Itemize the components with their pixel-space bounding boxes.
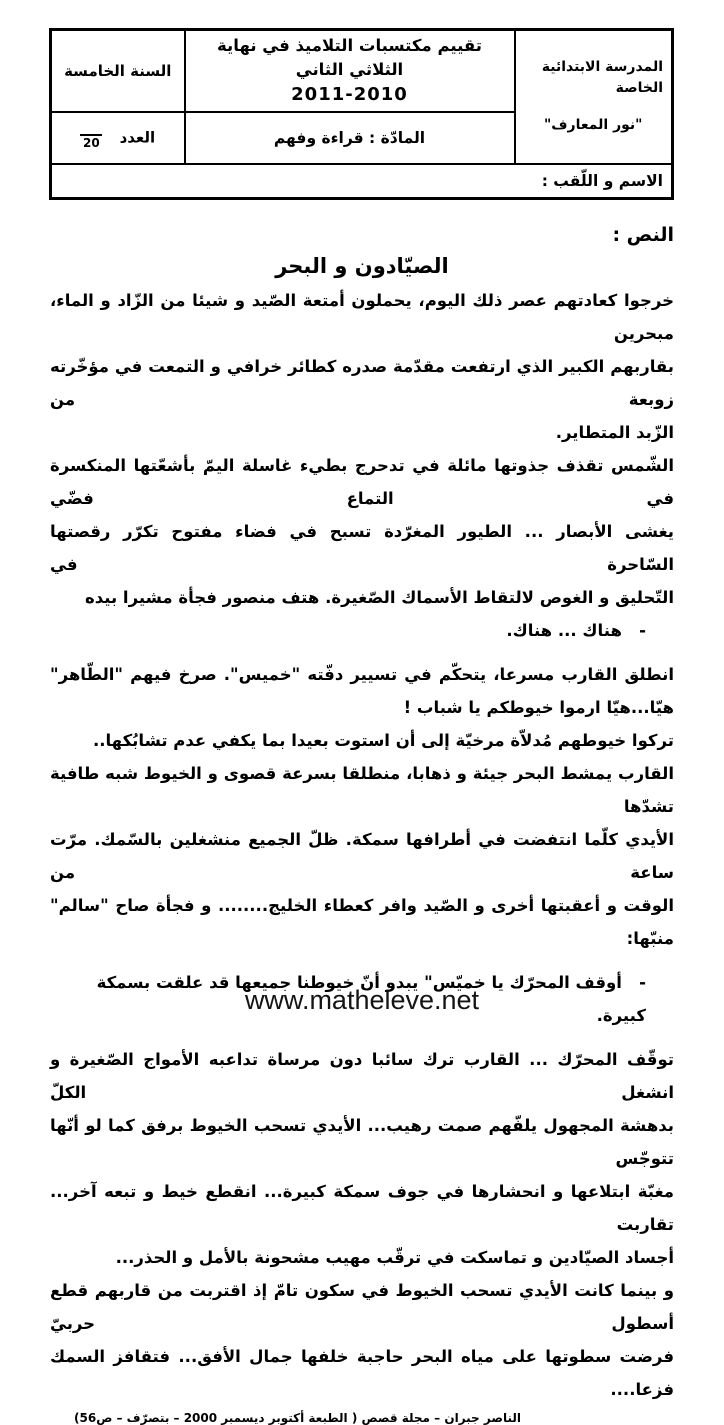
- text-paragraph: [50, 724, 674, 757]
- text-paragraph: [50, 658, 674, 724]
- text-line: بقاربهم الكبير الذي ارتفعت مقدّمة صدره كطائر خرافي و التمعت في مؤخّرته زوبعة من: [50, 356, 674, 409]
- text-line: الوقت و أعقبتها أخرى و الصّيد وافر كعطاء الخليج........ و فجأة صاح "سالم" منبّها:: [50, 895, 674, 948]
- text-paragraph: [50, 1274, 674, 1406]
- text-line: أجساد الصيّادين و تماسكت في ترقّب مهيب مشحونة بالأمل و الحذر...: [115, 1247, 674, 1267]
- text-line: و بينما كانت الأيدي تسحب الخيوط في سكون تامّ إذ اقتربت من قاربهم قطع أسطول حربيّ: [50, 1280, 674, 1333]
- text-line: التّحليق و الغوص لالتقاط الأسماك الصّغيرة. هتف منصور فجأة مشيرا بيده: [84, 587, 674, 607]
- grade-cell: السنة الخامسة: [51, 30, 185, 112]
- school-year: 2011-2010: [291, 83, 408, 105]
- subject-cell: المادّة : قراءة وفهم: [185, 112, 515, 164]
- text-line: انطلق القارب مسرعا، يتحكّم في تسيير دفّته "خميس". صرخ فيهم "الطّاهر": [50, 664, 674, 684]
- text-line: مغبّة ابتلاعها و انحشارها في جوف سمكة كبيرة... انقطع خيط و تبعه آخر... تقاربت: [50, 1181, 674, 1234]
- score-label: العدد: [119, 128, 156, 147]
- score-total: 20: [82, 135, 100, 150]
- text-line: بدهشة المجهول يلفّهم صمت رهيب... الأيدي تسحب الخيوط برفق كما لو أنّها تتوجّس: [50, 1115, 674, 1168]
- header-table: [49, 28, 674, 200]
- text-title: الصيّادون و البحر: [275, 253, 449, 278]
- section-label: النص :: [612, 223, 674, 246]
- text-line: هيّا...هيّا ارموا خيوطكم يا شباب !: [403, 697, 674, 717]
- school-name-cell: [515, 30, 673, 164]
- dialogue-line: - أوقف المحرّك يا خميّس" يبدو أنّ خيوطنا جميعها قد علقت بسمكة كبيرة.: [96, 972, 646, 1025]
- score-fraction: [80, 125, 102, 151]
- exam-title-cell: [185, 30, 515, 112]
- text-paragraph: [50, 757, 674, 955]
- text-line: الزّبد المتطاير.: [555, 422, 674, 442]
- attribution: الناصر جبران – مجلة قصص ( الطبعة أكتوبر ديسمبر 2000 – بتصرّف – ص56): [74, 1410, 521, 1425]
- school-name-line1: المدرسة الابتدائية الخاصة: [541, 59, 663, 97]
- score-cell: [51, 112, 185, 164]
- text-paragraph: [50, 1043, 674, 1274]
- name-label: الاسم و اللّقب :: [541, 171, 663, 190]
- score-blank-line: [80, 125, 102, 136]
- text-line: الشّمس تقذف جذوتها مائلة في تدحرج بطيء غاسلة اليمّ بأشعّتها المنكسرة في التماع فضّي: [50, 455, 674, 508]
- text-line: القارب يمشط البحر جيئة و ذهابا، منطلقا بسرعة قصوى و الخيوط شبه طافية تشدّها: [50, 763, 674, 816]
- text-paragraph: [50, 284, 674, 449]
- school-name-line2: "نور المعارف": [544, 117, 643, 134]
- text-line: فرضت سطوتها على مياه البحر حاجبة خلفها جمال الأفق... فتقافز السمك فزعا....: [50, 1346, 674, 1399]
- text-line: يغشى الأبصار ... الطيور المغرّدة تسبح في فضاء مفتوح تكرّر رقصتها السّاحرة في: [50, 521, 674, 574]
- dialogue-line: - هناك ... هناك.: [506, 620, 646, 640]
- text-line: تركوا خيوطهم مُدلاّة مرخيّة إلى أن استوت بعيدا بما يكفي عدم تشابُكها..: [92, 730, 674, 750]
- text-line: الأيدي كلّما انتفضت في أطرافها سمكة. ظلّ الجميع منشغلين بالسّمك. مرّت ساعة من: [50, 829, 674, 882]
- exam-title-text: تقييم مكتسبات التلاميذ في نهاية الثلاثي الثاني: [217, 36, 482, 79]
- dialogue-paragraph: [50, 614, 674, 647]
- name-cell: [51, 164, 673, 199]
- text-paragraph: [50, 449, 674, 614]
- text-line: خرجوا كعادتهم عصر ذلك اليوم، يحملون أمتعة الصّيد و شيئا من الزّاد و الماء، مبحرين: [50, 290, 674, 343]
- text-body: [50, 284, 674, 1406]
- text-line: توقّف المحرّك ... القارب ترك سائبا دون مرساة تداعبه الأمواج الصّغيرة و انشغل الكلّ: [50, 1049, 674, 1102]
- website-footer: www.matheleve.net: [244, 985, 480, 1015]
